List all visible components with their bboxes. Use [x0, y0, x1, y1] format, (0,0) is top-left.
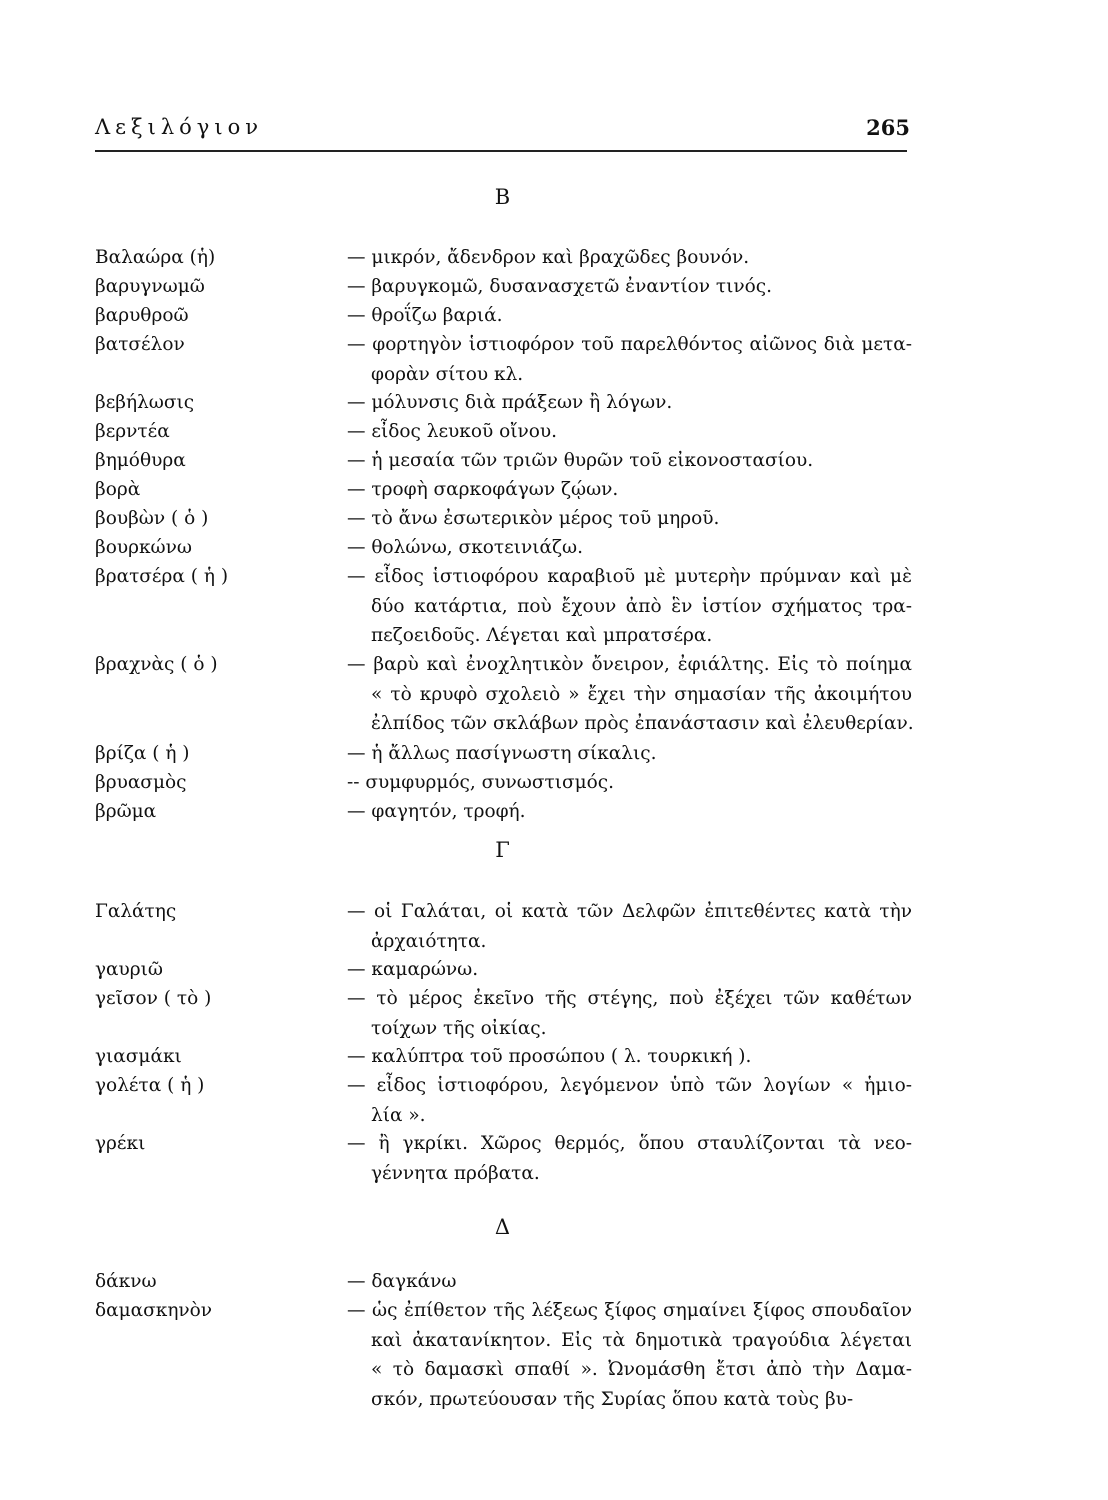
entry-headword: γεῖσον ( τὸ ) [95, 988, 212, 1009]
entry-headword: γιασμάκι [95, 1046, 182, 1067]
entry-definition [347, 650, 912, 739]
entry-headword: βημόθυρα [95, 450, 186, 471]
entry-definition [347, 301, 912, 331]
definition-line: — βαρυγκομῶ, δυσανασχετῶ ἐναντίον τινός. [347, 276, 772, 297]
definition-line: — βαρὺ καὶ ἐνοχλητικὸν ὄνειρον, ἐφιάλτης. Εἰς τὸ ποίημα [347, 654, 912, 675]
entry-headword: βεβήλωσις [95, 392, 195, 413]
entry-headword: βουβὼν ( ὁ ) [95, 508, 209, 529]
entry-definition [347, 562, 912, 651]
definition-line: — οἱ Γαλάται, οἱ κατὰ τῶν Δελφῶν ἐπιτεθέντες κατὰ τὴν [347, 901, 912, 922]
section-letter: Β [494, 185, 511, 209]
entry-headword: γολέτα ( ἡ ) [95, 1075, 205, 1096]
definition-line: — εἶδος λευκοῦ οἴνου. [347, 421, 558, 442]
definition-line: — θροΐζω βαριά. [347, 305, 503, 326]
entry-definition [347, 1129, 912, 1188]
entry-definition [347, 243, 912, 273]
entry-definition [347, 388, 912, 418]
definition-line: — τὸ ἄνω ἐσωτερικὸν μέρος τοῦ μηροῦ. [347, 508, 720, 529]
definition-line: « τὸ κρυφὸ σχολειὸ » ἔχει τὴν σημασίαν τῆς ἀκοιμήτου [371, 683, 912, 705]
entry-headword: γαυριῶ [95, 959, 164, 980]
entry-definition [347, 504, 912, 534]
entry-definition [347, 330, 912, 389]
definition-line: — τὸ μέρος ἐκεῖνο τῆς στέγης, ποὺ ἐξέχει τῶν καθέτων [347, 988, 912, 1009]
entry-definition [347, 533, 912, 563]
entry-definition [347, 739, 912, 769]
definition-line: — ἡ ἄλλως πασίγνωστη σίκαλις. [347, 743, 657, 764]
definition-line: — φαγητόν, τροφή. [347, 801, 526, 822]
definition-line: λία ». [371, 1104, 426, 1126]
entry-headword: βορὰ [95, 479, 141, 500]
entry-headword: βρίζα ( ἡ ) [95, 743, 190, 764]
entry-headword: βερντέα [95, 421, 170, 442]
entry-definition [347, 897, 912, 956]
definition-line: — εἶδος ἱστιοφόρου, λεγόμενον ὑπὸ τῶν λογίων « ἡμιο- [347, 1075, 912, 1096]
entry-definition [347, 1071, 912, 1130]
definition-line: — μικρόν, ἄδενδρον καὶ βραχῶδες βουνόν. [347, 247, 750, 268]
entry-definition [347, 1267, 912, 1297]
entry-headword: βουρκώνω [95, 537, 192, 558]
page-header [95, 115, 910, 145]
definition-line: ἀρχαιότητα. [371, 930, 487, 952]
entry-headword: δαμασκηνὸν [95, 1300, 213, 1321]
entry-definition [347, 1042, 912, 1072]
entry-headword: γρέκι [95, 1133, 146, 1154]
definition-line: δύο κατάρτια, ποὺ ἔχουν ἀπὸ ἓν ἱστίον σχήματος τρα- [371, 595, 912, 617]
entry-definition [347, 955, 912, 985]
entry-definition [347, 984, 912, 1043]
entry-headword: βαρυθροῶ [95, 305, 189, 326]
definition-line: τοίχων τῆς οἰκίας. [371, 1017, 547, 1039]
entry-definition [347, 272, 912, 302]
entry-headword: βρυασμὸς [95, 772, 187, 793]
definition-line: σκόν, πρωτεύουσαν τῆς Συρίας ὅπου κατὰ τοὺς βυ- [371, 1388, 854, 1410]
definition-line: — τροφὴ σαρκοφάγων ζῴων. [347, 479, 619, 500]
entry-definition [347, 446, 912, 476]
entry-headword: Βαλαώρα (ἡ) [95, 247, 216, 268]
definition-line: ἐλπίδος τῶν σκλάβων πρὸς ἐπανάστασιν καὶ ἐλευθερίαν. [371, 713, 914, 734]
entry-headword: Γαλάτης [95, 901, 177, 922]
entry-headword: βραχνὰς ( ὁ ) [95, 654, 218, 675]
definition-line: φορὰν σίτου κλ. [371, 363, 524, 385]
definition-line: -- συμφυρμός, συνωστισμός. [347, 772, 614, 793]
entry-headword: βρατσέρα ( ἡ ) [95, 566, 229, 587]
entry-headword: βατσέλον [95, 334, 185, 355]
definition-line: — δαγκάνω [347, 1271, 457, 1292]
definition-line: — ἢ γκρίκι. Χῶρος θερμός, ὅπου σταυλίζονται τὰ νεο- [347, 1133, 912, 1154]
entry-definition [347, 475, 912, 505]
definition-line: γέννητα πρόβατα. [371, 1162, 540, 1184]
definition-line: πεζοειδοῦς. Λέγεται καὶ μπρατσέρα. [371, 625, 713, 646]
definition-line: — ἡ μεσαία τῶν τριῶν θυρῶν τοῦ εἰκονοστασίου. [347, 450, 814, 471]
section-letter: Δ [494, 1215, 511, 1239]
entry-headword: βρῶμα [95, 801, 157, 822]
page-number: 265 [866, 115, 910, 140]
definition-line: — μόλυνσις διὰ πράξεων ἢ λόγων. [347, 392, 673, 413]
entry-definition [347, 417, 912, 447]
definition-line: — καμαρώνω. [347, 959, 479, 980]
definition-line: « τὸ δαμασκὶ σπαθί ». Ὠνομάσθη ἔτσι ἀπὸ τὴν Δαμα- [371, 1359, 912, 1380]
header-rule [95, 150, 907, 152]
entry-headword: δάκνω [95, 1271, 157, 1292]
entry-definition [347, 768, 912, 798]
entry-definition [347, 1296, 912, 1414]
definition-line: καὶ ἀκατανίκητον. Εἰς τὰ δημοτικὰ τραγούδια λέγεται [371, 1329, 912, 1351]
entry-definition [347, 797, 912, 827]
section-letter: Γ [495, 838, 510, 862]
entry-headword: βαρυγνωμῶ [95, 276, 205, 297]
definition-line: — καλύπτρα τοῦ προσώπου ( λ. τουρκική ). [347, 1046, 752, 1067]
definition-line: — θολώνω, σκοτεινιάζω. [347, 537, 583, 558]
running-title: Λεξιλόγιον [95, 115, 263, 139]
definition-line: — φορτηγὸν ἱστιοφόρον τοῦ παρελθόντος αἰῶνος διὰ μετα- [347, 334, 912, 355]
definition-line: — εἶδος ἱστιοφόρου καραβιοῦ μὲ μυτερὴν πρύμναν καὶ μὲ [347, 566, 912, 587]
definition-line: — ὡς ἐπίθετον τῆς λέξεως ξίφος σημαίνει ξίφος σπουδαῖον [347, 1300, 912, 1321]
